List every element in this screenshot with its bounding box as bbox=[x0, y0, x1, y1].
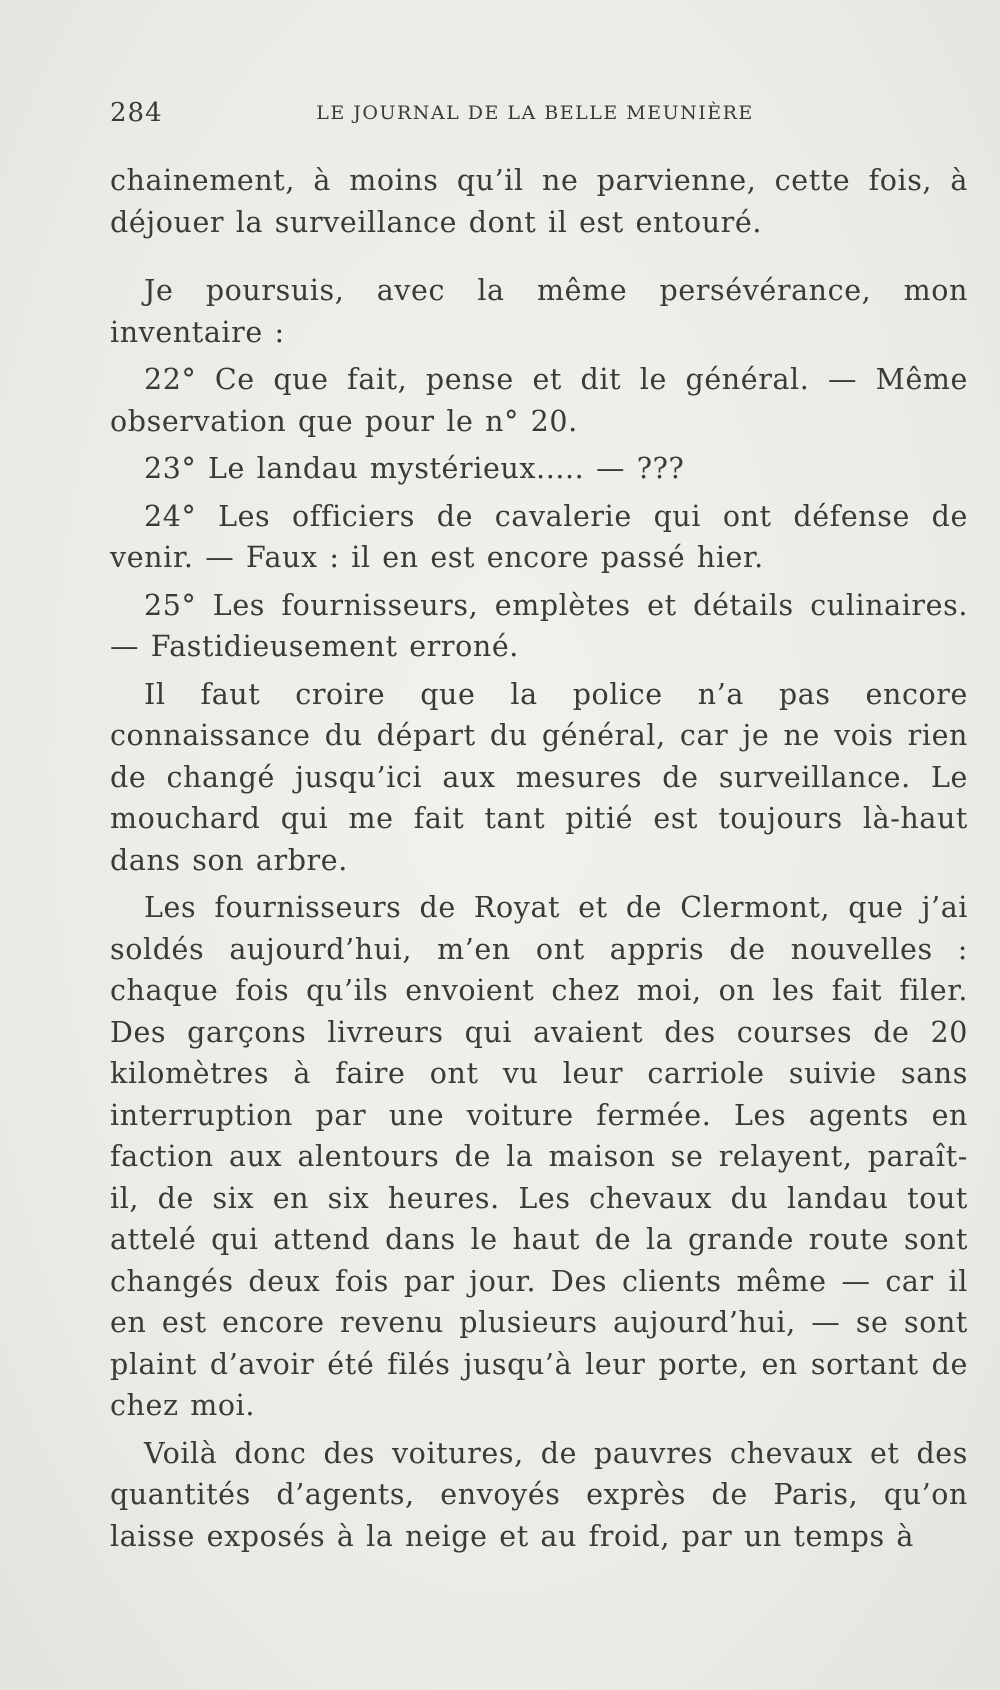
paragraph-voila: Voilà donc des voitures, de pauvres chevaux et des quantités d’agents, envoyés exprès de Paris, qu’on laisse exposés à la neige et au froid, par un temps à bbox=[110, 1436, 968, 1553]
running-title: LE JOURNAL DE LA BELLE MEUNIÈRE bbox=[316, 102, 754, 124]
inventory-item-25: 25° Les fournisseurs, emplètes et détails culinaires. — Fastidieusement erroné. bbox=[110, 588, 968, 663]
page-body bbox=[110, 160, 968, 1557]
inventory-item-23: 23° Le landau mystérieux..... — ??? bbox=[144, 452, 685, 485]
paragraph-inventory-intro: Je poursuis, avec la même persévérance, mon inventaire : bbox=[110, 274, 968, 349]
paragraph-police: Il faut croire que la police n’a pas encore connaissance du départ du général, car je ne vois rien de changé jusqu’ici aux mesures de surveillance. Le mouchard qui me fait tant pitié est toujours là-haut dans son arbre. bbox=[110, 677, 968, 877]
running-head bbox=[110, 98, 890, 128]
page-number: 284 bbox=[110, 98, 163, 128]
paragraph-continuation: chainement, à moins qu’il ne parvienne, cette fois, à déjouer la surveillance dont il est entouré. bbox=[110, 164, 968, 239]
inventory-item-24: 24° Les officiers de cavalerie qui ont défense de venir. — Faux : il en est encore passé hier. bbox=[110, 499, 968, 574]
inventory-item-22: 22° Ce que fait, pense et dit le général. — Même observation que pour le n° 20. bbox=[110, 363, 968, 438]
paragraph-suppliers: Les fournisseurs de Royat et de Clermont, que j’ai soldés aujourd’hui, m’en ont appris de nouvelles : chaque fois qu’ils envoient chez moi, on les fait filer. Des garçons livreurs qui avaient des courses de 20 kilomètres à faire ont vu leur carriole suivie sans interruption par une voiture fermée. Les agents en faction aux alentours de la maison se relayent, paraît-il, de six en six heures. Les chevaux du landau tout attelé qui attend dans le haut de la grande route sont changés deux fois par jour. Des clients même — car il en est encore revenu plusieurs aujourd’hui, — se sont plaint d’avoir été filés jusqu’à leur porte, en sortant de chez moi. bbox=[110, 891, 968, 1422]
